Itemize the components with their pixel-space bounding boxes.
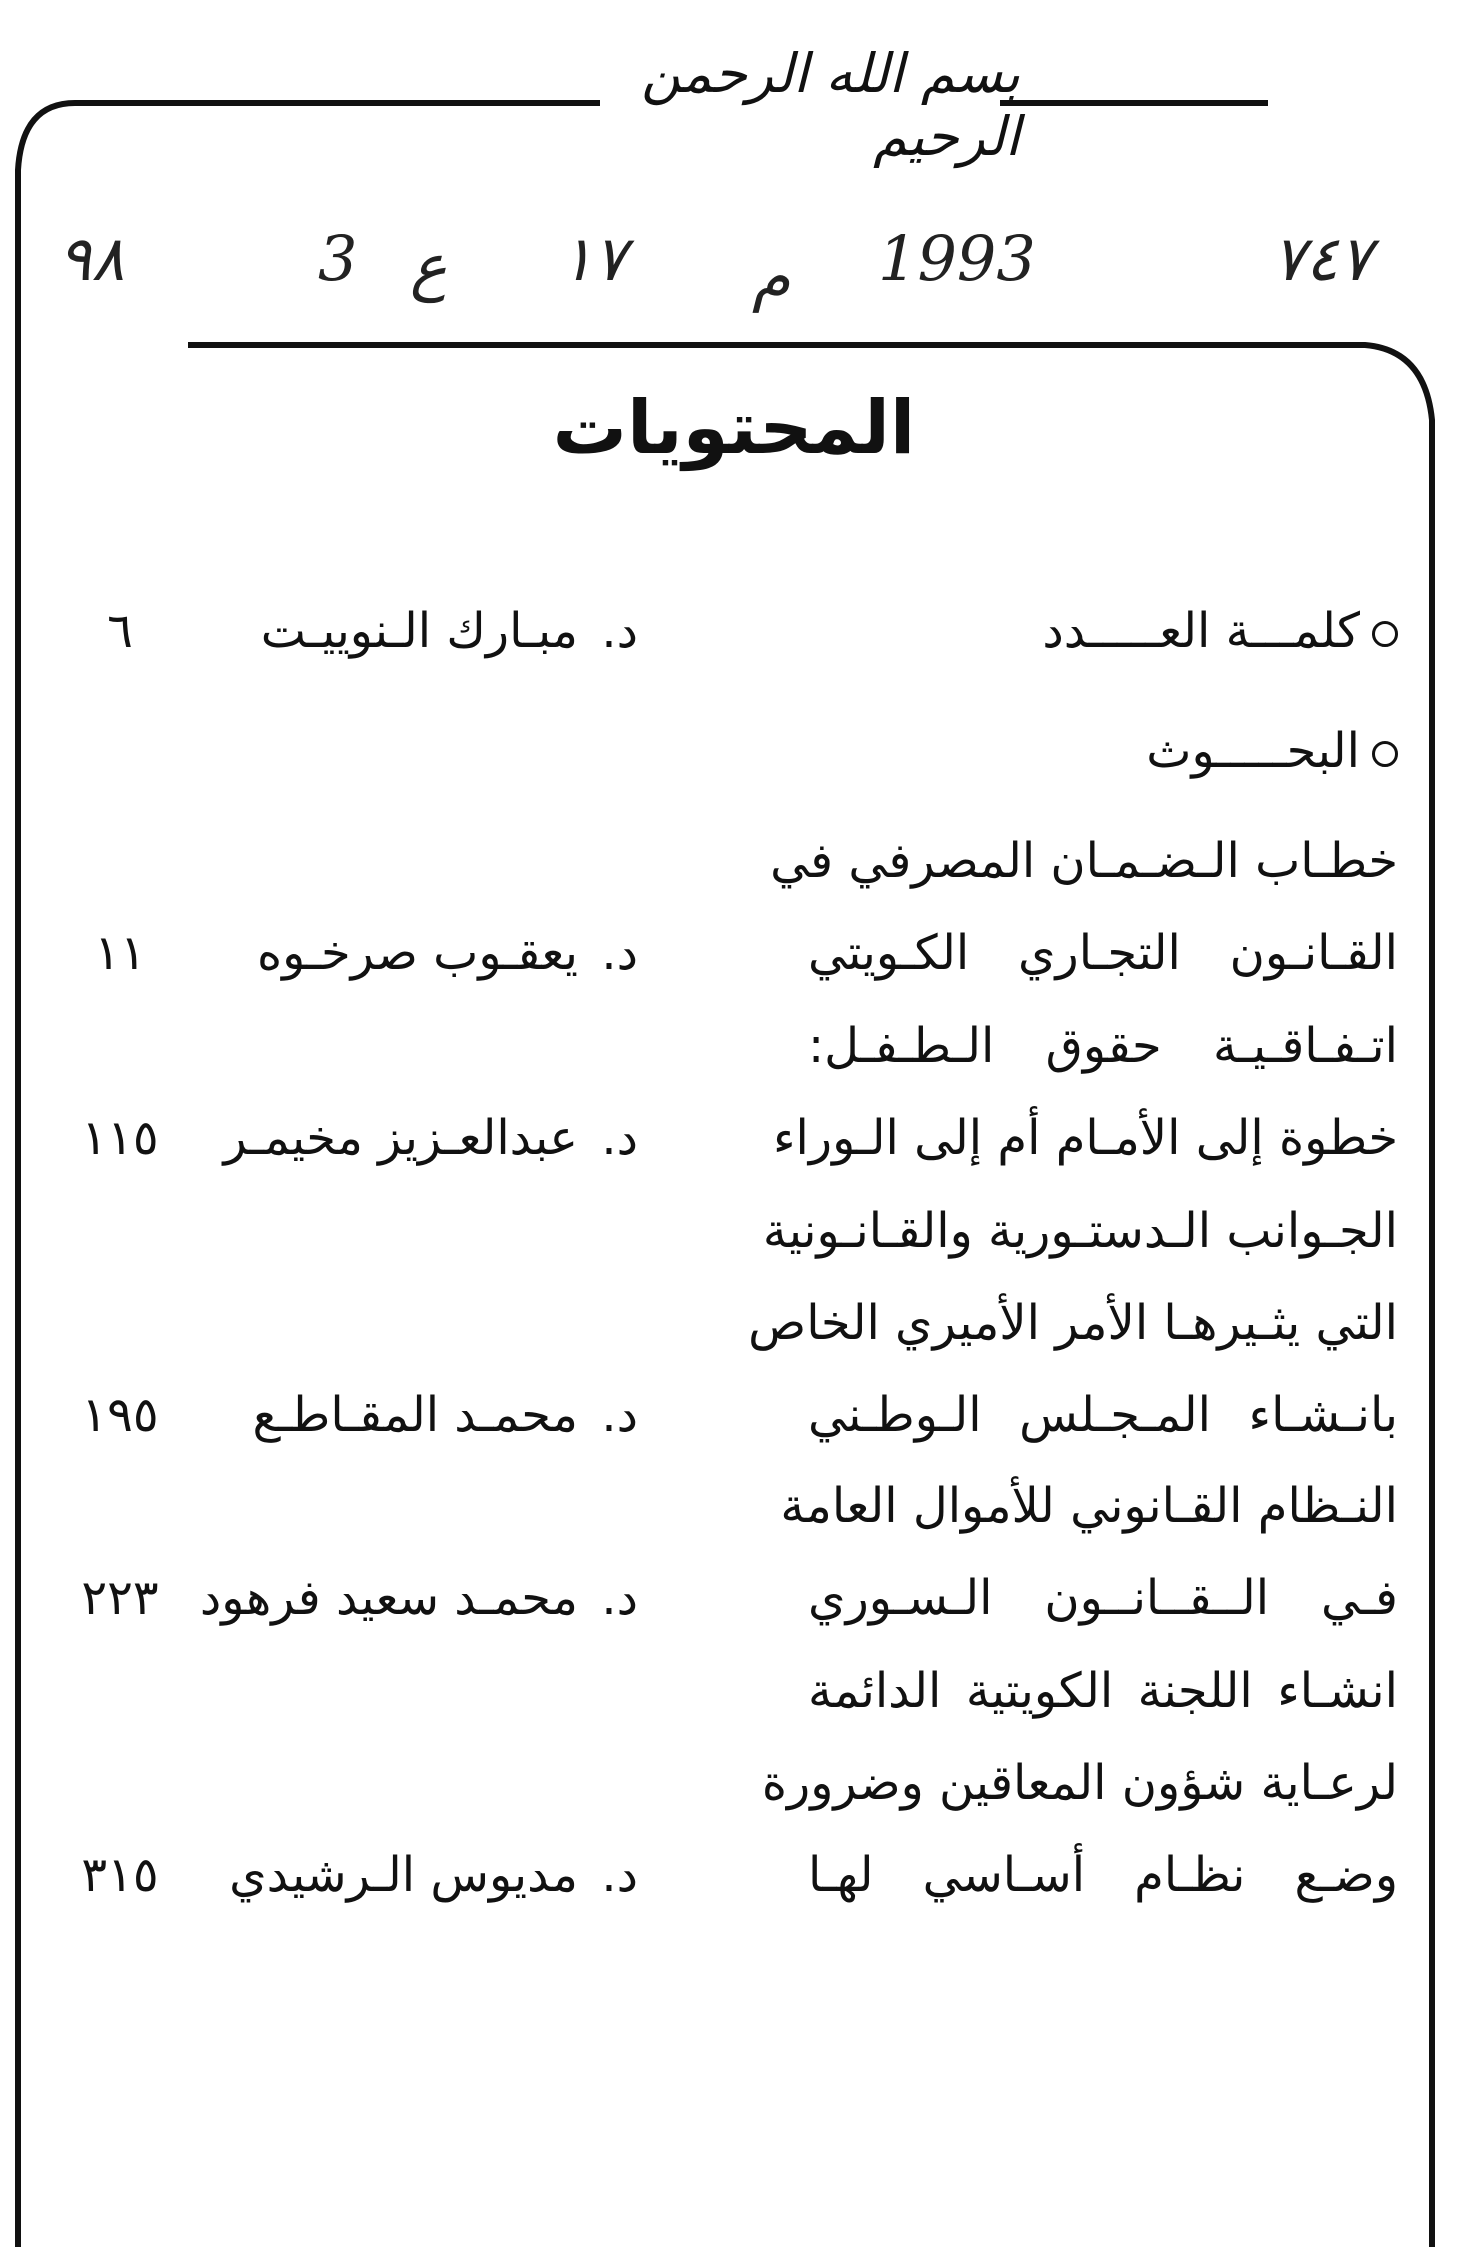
entry-page: ٢٢٣: [81, 1570, 159, 1626]
toc-entry: [0, 1000, 1468, 1184]
author-prefix: د.: [601, 1570, 638, 1626]
author-prefix: د.: [601, 1847, 638, 1903]
author-prefix: د.: [601, 925, 638, 981]
entry-page: ٣١٥: [81, 1847, 159, 1903]
entry-title-line: النـظام القـانوني للأموال العامة: [780, 1478, 1398, 1534]
bullet-circle-icon: [1372, 621, 1398, 647]
entry-author: مبـارك الـنوييـت: [260, 603, 578, 659]
entry-title-line: انشـاء اللجنة الكويتية الدائمة: [808, 1663, 1398, 1719]
toc-entry: [0, 1185, 1468, 1461]
entry-page: ١١٥: [81, 1110, 159, 1166]
entry-page: ٦: [107, 603, 133, 659]
entry-title-line: لرعـاية شؤون المعاقين وضرورة: [761, 1755, 1398, 1811]
entry-title-line: بانـشـاء المـجـلس الـوطـني: [808, 1387, 1398, 1443]
handwritten-issue-marker: ع: [410, 230, 447, 303]
entry-page: ١١: [94, 925, 146, 981]
page-title: المحتويات: [552, 385, 916, 471]
section-heading: البحـــــوث: [1146, 705, 1398, 797]
author-prefix: د.: [601, 1110, 638, 1166]
handwritten-month-marker: م: [752, 240, 791, 313]
handwritten-catalog-number: ٧٤٧: [1272, 222, 1372, 295]
entry-page: ١٩٥: [81, 1387, 159, 1443]
handwritten-code: ٩٨: [58, 222, 125, 295]
author-prefix: د.: [601, 1387, 638, 1443]
entry-title-line: القـانـون التجـاري الكـويتي: [808, 925, 1398, 981]
entry-title-line: خطوة إلى الأمـام أم إلى الـوراء: [772, 1110, 1398, 1166]
entry-author: محمـد المقـاطـع: [252, 1387, 578, 1443]
handwritten-issue-number: ١٧: [560, 222, 627, 295]
entry-author: يعقـوب صرخـوه: [256, 925, 578, 981]
author-prefix: د.: [601, 603, 638, 659]
entry-title-line: الجـوانب الـدستـورية والقـانـونية: [762, 1203, 1398, 1259]
toc-entry-editorial: [0, 585, 1468, 677]
entry-title-line: وضـع نظـام أسـاسي لهـا: [808, 1847, 1398, 1903]
toc-entry: [0, 1460, 1468, 1644]
handwritten-year: 1993: [878, 222, 1036, 295]
entry-author: مديوس الـرشيدي: [229, 1847, 578, 1903]
toc-entry: [0, 1645, 1468, 1921]
basmala-calligraphy: بسم الله الرحمن الرحيم: [641, 42, 1020, 168]
toc-section-research: [0, 705, 1468, 797]
entry-title: كلمـــة العـــــدد: [1042, 585, 1398, 677]
entry-author: عبدالعـزيز مخيمـر: [223, 1110, 578, 1166]
toc-entry: [0, 815, 1468, 999]
entry-title-line: خطـاب الـضـمـان المصرفي في: [770, 833, 1398, 889]
entry-author: محمـد سعيد فرهود: [199, 1570, 578, 1626]
handwritten-volume: 3: [318, 222, 358, 295]
entry-title-line: اتـفـاقـيـة حقوق الـطـفـل:: [808, 1018, 1398, 1074]
entry-title-line: التي يثـيرهـا الأمر الأميري الخاص: [748, 1295, 1398, 1351]
entry-title-line: فـي الــقــانــون الـسـوري: [808, 1570, 1398, 1626]
bullet-circle-icon: [1372, 741, 1398, 767]
